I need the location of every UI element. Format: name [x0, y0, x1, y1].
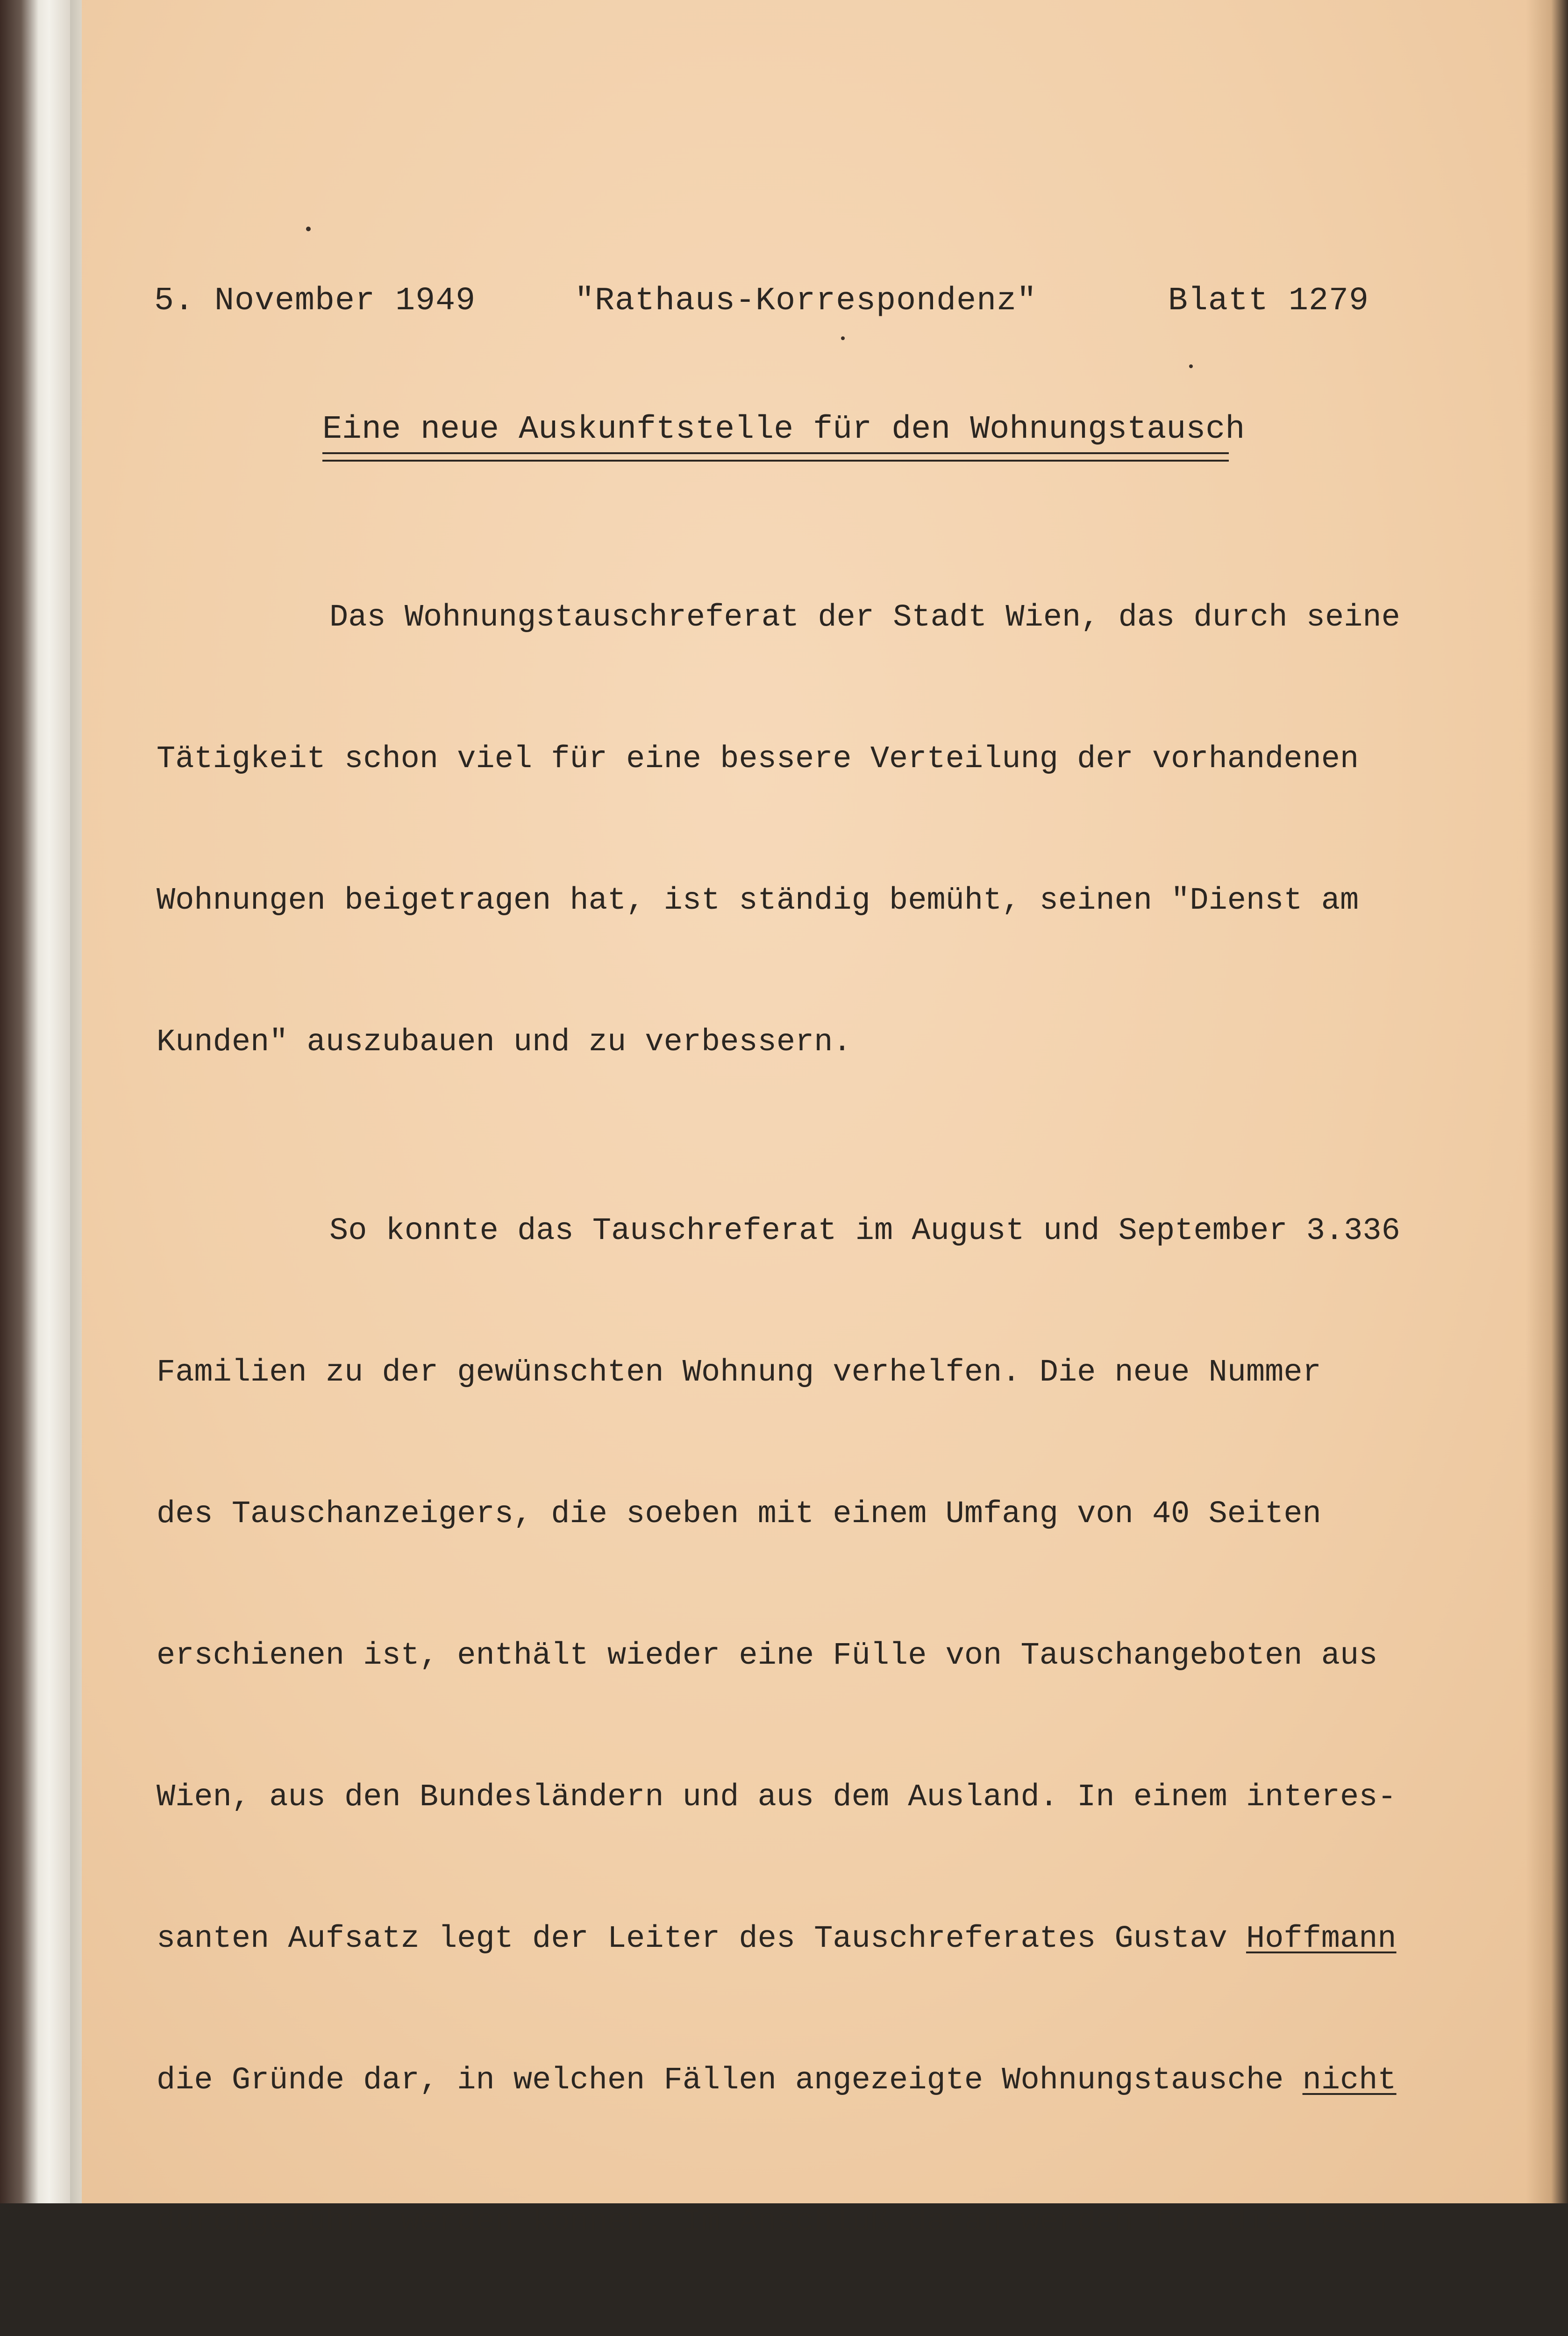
- text-line: Kunden" auszubauen und zu verbessern.: [157, 1025, 852, 1060]
- text-line: Tätigkeit schon viel für eine bessere Verteilung der vorhandenen: [157, 741, 1359, 777]
- header-sheet-number: Blatt 1279: [1168, 283, 1369, 320]
- underlined-name: Hoffmann: [1246, 1921, 1397, 1957]
- page-edge-shadow: [1526, 0, 1568, 2203]
- paper-speck: [306, 227, 311, 231]
- text-segment: die Gründe dar, in welchen Fällen angezeigte Wohnungstausche: [157, 2063, 1303, 2098]
- header-publication: "Rathaus-Korrespondenz": [575, 283, 1037, 320]
- paper-speck: [1189, 364, 1193, 368]
- text-segment: santen Aufsatz legt der Leiter des Tauschreferates Gustav: [157, 1921, 1246, 1957]
- header-date: 5. November 1949: [154, 283, 476, 320]
- text-line: Familien zu der gewünschten Wohnung verhelfen. Die neue Nummer: [157, 1355, 1321, 1390]
- title-double-underline: [322, 452, 1229, 462]
- text-line: Wien, aus den Bundesländern und aus dem Ausland. In einem interes-: [157, 1780, 1397, 1815]
- article-body: [157, 500, 1427, 2336]
- article-title: Eine neue Auskunftstelle für den Wohnungstausch: [322, 411, 1245, 448]
- text-line: Das Wohnungstauschreferat der Stadt Wien, das durch seine: [329, 600, 1400, 635]
- book-binding: [0, 0, 70, 2203]
- document-header: [154, 283, 1369, 325]
- text-line: erschienen ist, enthält wieder eine Fülle von Tauschangeboten aus: [157, 1638, 1378, 1674]
- underlined-word: nicht: [1302, 2063, 1397, 2098]
- text-line: [157, 1916, 1427, 1963]
- text-line: [157, 2057, 1427, 2104]
- text-line: des Tauschanzeigers, die soeben mit einem Umfang von 40 Seiten: [157, 1496, 1321, 1532]
- text-line: So konnte das Tauschreferat im August und September 3.336: [329, 1213, 1400, 1249]
- text-line: durchgeführt werden können. Im Anschluß daran werden für die Leser: [157, 2204, 1397, 2240]
- paper-speck: [841, 336, 845, 340]
- text-line: Wohnungen beigetragen hat, ist ständig bemüht, seinen "Dienst am: [157, 883, 1359, 919]
